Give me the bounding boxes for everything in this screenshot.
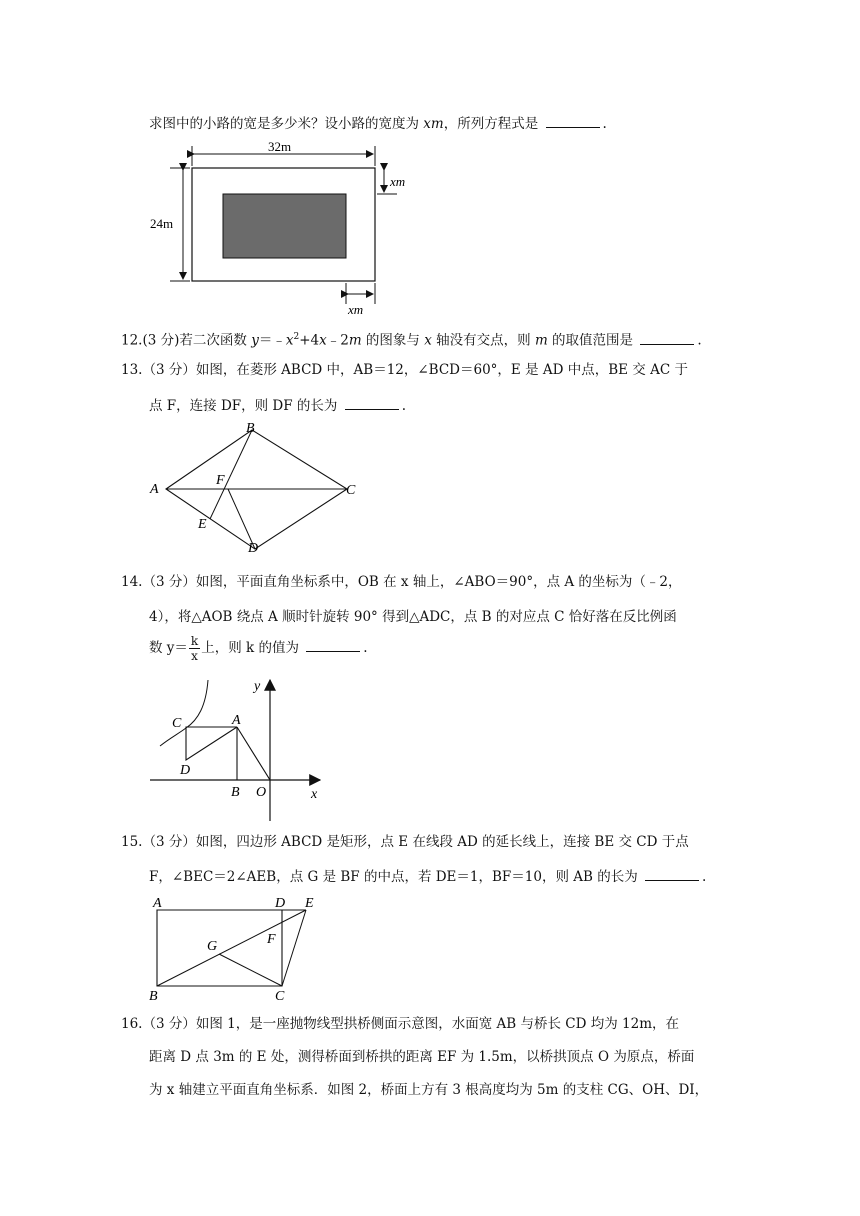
q12-var-x1: x [285,332,294,349]
q16-number: 16. [121,1016,143,1032]
q12-end: . [697,332,702,349]
q15-segment-ec [282,910,306,986]
q13-line2b: . [401,398,407,414]
q13-label-c: C [346,483,356,498]
q15-segment-gc [219,954,282,986]
q14-question-line1 [121,572,682,592]
q14-line3b: 上，则 k 的值为 [201,640,304,656]
q16-question-line3 [149,1080,708,1100]
q12-text-a: (3 分)若二次函数 [142,332,252,349]
q16-line2: 距离 D 点 3m 的 E 处，测得桥面到桥拱的距离 EF 为 1.5m，以桥拱顶点 O 为原点，桥面 [149,1049,695,1065]
q15-label-d: D [275,896,286,911]
q11-end: . [602,116,607,132]
q11-figure [150,138,420,318]
q15-number: 15. [121,834,143,850]
q11-answer-blank[interactable] [546,113,600,128]
q12-answer-blank[interactable] [640,330,694,345]
q12-number: 12. [121,332,143,349]
q12-question [121,327,702,351]
q15-segment-be [157,910,306,986]
q11-text-a: 求图中的小路的宽是多少米？设小路的宽度为 [149,116,424,132]
q15-label-a: A [153,896,162,911]
q12-var-x2: x [319,332,327,349]
q11-question-tail [149,113,607,134]
q14-frac-num: k [190,634,199,648]
q12-var-y: y [251,332,259,349]
q14-label-o: O [256,785,267,800]
q14-answer-blank[interactable] [306,637,360,652]
q15-label-f: F [267,932,276,947]
q14-label-y: y [254,679,261,694]
q13-label-e: E [198,517,207,532]
q14-label-c: C [172,716,182,731]
q15-question-line2 [149,866,706,887]
q13-rhombus-figure [140,418,380,558]
q16-question-line1 [121,1014,679,1034]
q13-question-line1 [121,360,688,380]
q13-line2a: 点 F，连接 DF，则 DF 的长为 [149,398,342,414]
q15-label-e: E [305,896,314,911]
q14-label-d: D [180,763,191,778]
q15-rectangle-figure [145,893,345,1003]
q13-label-d: D [248,541,259,556]
q13-label-a: A [150,482,159,497]
q13-line1: （3 分）如图，在菱形 ABCD 中，AB＝12，∠BCD＝60°，E 是 AD 中点，BE 交 AC 于 [142,362,688,378]
q12-text-e: 的图象与 [361,332,425,349]
q14-frac-den: x [191,649,198,663]
q13-answer-blank[interactable] [345,395,399,410]
q12-text-b: ＝﹣ [258,332,286,349]
q11-var: xm [423,116,444,132]
q15-question-line1 [121,832,689,852]
q13-number: 13. [121,362,143,378]
q16-line3: 为 x 轴建立平面直角坐标系．如图 2，桥面上方有 3 根高度均为 5m 的支柱 CG、OH、DI， [149,1082,709,1098]
q15-label-b: B [149,989,158,1004]
q14-line1: （3 分）如图，平面直角坐标系中，OB 在 x 轴上，∠ABO＝90°，点 A 的坐标为（﹣2， [142,574,682,590]
q11-text-b: ，所列方程式是 [443,116,543,132]
q12-var-m2: m [534,332,548,349]
q15-line2a: F，∠BEC＝2∠AEB，点 G 是 BF 的中点，若 DE＝1，BF＝10，则 AB 的长为 [149,869,643,885]
q12-exponent: 2 [293,332,300,342]
q11-label-left: 24m [150,216,174,231]
q14-fraction [189,634,200,663]
q16-question-line2 [149,1047,694,1067]
q14-triangle-adc [186,727,237,760]
q15-label-c: C [275,989,285,1004]
q12-var-x3: x [424,332,432,349]
q14-line2: 4），将△AOB 绕点 A 顺时针旋转 90° 得到△ADC，点 B 的对应点 C 恰好落在反比例函 [149,609,677,625]
q11-lawn-rect [223,194,346,258]
q12-text-g: 的取值范围是 [547,332,638,349]
q12-text-f: 轴没有交点，则 [431,332,535,349]
q12-var-m1: m [348,332,362,349]
q14-label-a: A [232,713,241,728]
q14-triangle-aob [237,727,270,780]
q14-line3c: . [363,640,368,656]
q14-label-x: x [311,787,318,802]
q11-label-top: 32m [268,139,292,154]
q14-line3a: 数 y＝ [149,640,188,656]
q12-text-c: +4 [299,332,320,349]
q14-number: 14. [121,574,143,590]
q14-coordinate-figure [148,676,348,826]
q14-hyperbola [160,680,208,746]
q14-question-line3 [149,634,368,663]
q13-question-line2 [149,395,406,416]
q13-label-f: F [216,473,225,488]
q11-label-right: xm [390,174,406,189]
q15-line1: （3 分）如图，四边形 ABCD 是矩形，点 E 在线段 AD 的延长线上，连接 BE 交 CD 于点 [142,834,689,850]
q14-question-line2 [149,607,677,627]
q15-rectangle-abcd [157,910,282,986]
q15-answer-blank[interactable] [645,866,699,881]
q15-line2b: . [702,869,707,885]
q12-text-d: ﹣2 [326,332,349,349]
q16-line1: （3 分）如图 1，是一座抛物线型拱桥侧面示意图，水面宽 AB 与桥长 CD 均为 12m，在 [142,1016,680,1032]
q13-label-b: B [246,421,255,436]
q11-label-bottom: xm [348,302,364,317]
q15-label-g: G [207,939,218,954]
q14-label-b: B [231,785,240,800]
